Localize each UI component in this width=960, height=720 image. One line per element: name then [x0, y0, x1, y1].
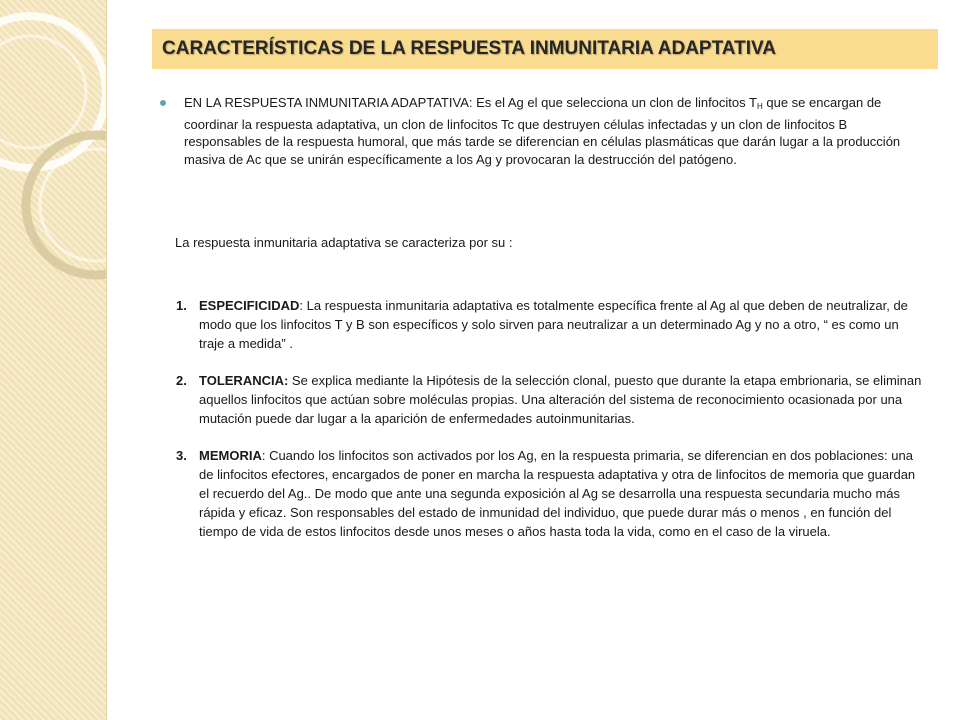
- decorative-circles: [0, 0, 106, 720]
- characteristics-list: [176, 296, 922, 559]
- intro-text: La respuesta inmunitaria adaptativa se caracteriza por su :: [175, 235, 513, 250]
- bullet-text: [184, 94, 922, 168]
- bullet-text-part1: EN LA RESPUESTA INMUNITARIA ADAPTATIVA: Es el Ag el que selecciona un clon de linfocitos T: [184, 95, 757, 110]
- decorative-sidebar: [0, 0, 107, 720]
- list-label: ESPECIFICIDAD: [199, 298, 300, 313]
- list-number: 3.: [176, 448, 187, 463]
- list-item-memoria: [176, 446, 922, 541]
- subscript-h: H: [756, 102, 763, 111]
- page-title: CARACTERÍSTICAS DE LA RESPUESTA INMUNITARIA ADAPTATIVA: [162, 38, 776, 59]
- bullet-text-part2: que se encargan de coordinar la respuesta adaptativa, un clon de linfocitos Tc que destruyen células infectadas y un clon de linfocitos B responsables de la respuesta humoral, que más tarde se diferencian en células plasmáticas que darán lugar a la producción masiva de Ac que se unirán específicamente a los Ag y provocaran la destrucción del patógeno.: [184, 95, 901, 167]
- bullet-paragraph: [160, 94, 922, 168]
- list-item-especificidad: [176, 296, 922, 353]
- list-number: 2.: [176, 373, 187, 388]
- list-text: : La respuesta inmunitaria adaptativa es totalmente específica frente al Ag al que deben de neutralizar, de modo que los linfocitos T y B son específicos y solo sirven para neutralizar a un determinado Ag y no a otro, “ es como un traje a medida” .: [199, 298, 908, 351]
- decorative-circle-inner: [0, 36, 86, 148]
- bullet-dot-icon: [160, 100, 166, 106]
- list-text: : Cuando los linfocitos son activados por los Ag, en la respuesta primaria, se diferencian en dos poblaciones: una de linfocitos efectores, encargados de poner en marcha la respuesta adaptativa y otra de linfocitos de memoria que guardan el recuerdo del Ag.. De modo que ante una segunda exposición al Ag se desarrolla una respuesta secundaria mucho más rápida y eficaz. Son responsables del estado de inmunidad del individuo, que puede durar más o menos , en función del tiempo de vida de estos linfocitos desde unos meses o años hasta toda la vida, como en el caso de la viruela.: [199, 448, 916, 539]
- list-item-tolerancia: [176, 371, 922, 428]
- list-number: 1.: [176, 298, 187, 313]
- list-label: TOLERANCIA:: [199, 373, 289, 388]
- list-text: Se explica mediante la Hipótesis de la selección clonal, puesto que durante la etapa embrionaria, se eliminan aquellos linfocitos que actúan sobre moléculas propias. Una alteración del sistema de reconocimiento ocasionada por una mutación puede dar lugar a la aparición de enfermedades autoinmunitarias.: [199, 373, 922, 426]
- list-label: MEMORIA: [199, 448, 262, 463]
- title-band: [152, 29, 938, 69]
